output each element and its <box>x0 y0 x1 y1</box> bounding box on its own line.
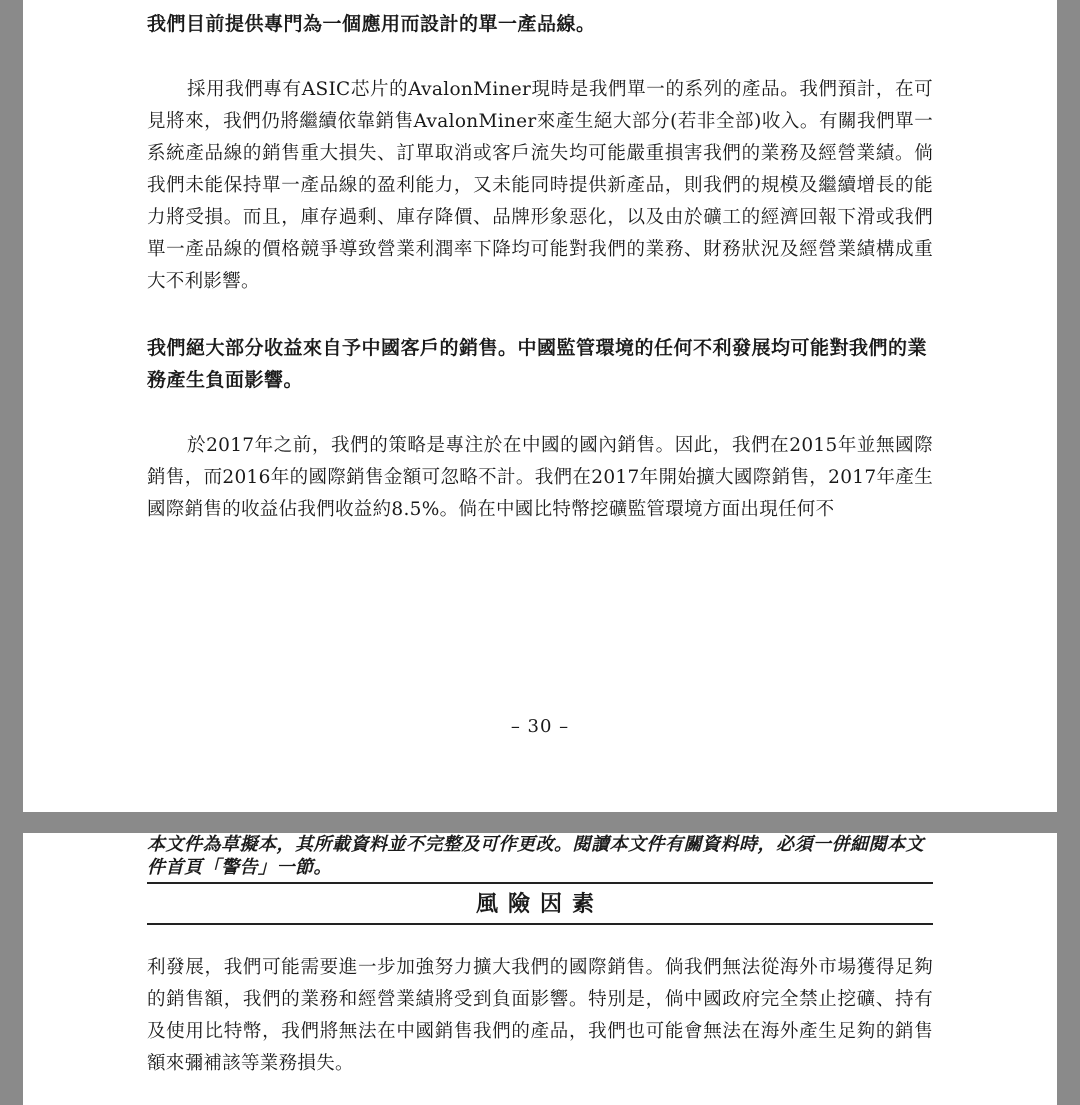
risk-heading-single-product-line: 我們目前提供專門為一個應用而設計的單一產品線。 <box>147 13 596 35</box>
spacer <box>147 396 933 430</box>
risk-heading-china-customers: 我們絕大部分收益來自予中國客戶的銷售。中國監管環境的任何不利發展均可能對我們的業務產生負面影響。 <box>147 337 928 391</box>
draft-notice: 本文件為草擬本，其所載資料並不完整及可作更改。閱讀本文件有關資料時，必須一併細閱本文件首頁「警告」一節。 <box>147 834 924 878</box>
document-page-30 <box>23 0 1057 812</box>
spacer <box>147 298 933 332</box>
paragraph-international-sales: 於2017年之前，我們的策略是專注於在中國的國內銷售。因此，我們在2015年並無國際銷售，而2016年的國際銷售金額可忽略不計。我們在2017年開始擴大國際銷售，2017年產生國際銷售的收益佔我們收益約8.5%。倘在中國比特幣挖礦監管環境方面出現任何不 <box>147 435 933 520</box>
paragraph-single-product-line: 採用我們專有ASIC芯片的AvalonMiner現時是我們單一的系列的產品。我們預計，在可見將來，我們仍將繼續依靠銷售AvalonMiner來產生絕大部分(若非全部)收入。有關我們單一系統產品線的銷售重大損失、訂單取消或客戶流失均可能嚴重損害我們的業務及經營業績。倘我們未能保持單一產品線的盈利能力，又未能同時提供新產品，則我們的規模及繼續增長的能力將受損。而且，庫存過剩、庫存降價、品牌形象惡化，以及由於礦工的經濟回報下滑或我們單一產品線的價格競爭導致營業利潤率下降均可能對我們的業務、財務狀況及經營業績構成重大不利影響。 <box>147 79 933 292</box>
page-number: – 30 – <box>510 716 570 737</box>
page-body <box>147 952 933 1080</box>
page-body <box>147 8 933 526</box>
section-title: 風險因素 <box>475 891 604 917</box>
header-rule-top <box>147 882 933 884</box>
spacer <box>147 40 933 74</box>
document-page-31 <box>23 833 1057 1105</box>
paragraph-continuation: 利發展，我們可能需要進一步加強努力擴大我們的國際銷售。倘我們無法從海外市場獲得足夠的銷售額，我們的業務和經營業績將受到負面影響。特別是，倘中國政府完全禁止挖礦、持有及使用比特幣，我們將無法在中國銷售我們的產品，我們也可能會無法在海外產生足夠的銷售額來彌補該等業務損失。 <box>147 957 933 1074</box>
header-rule-bottom <box>147 923 933 925</box>
